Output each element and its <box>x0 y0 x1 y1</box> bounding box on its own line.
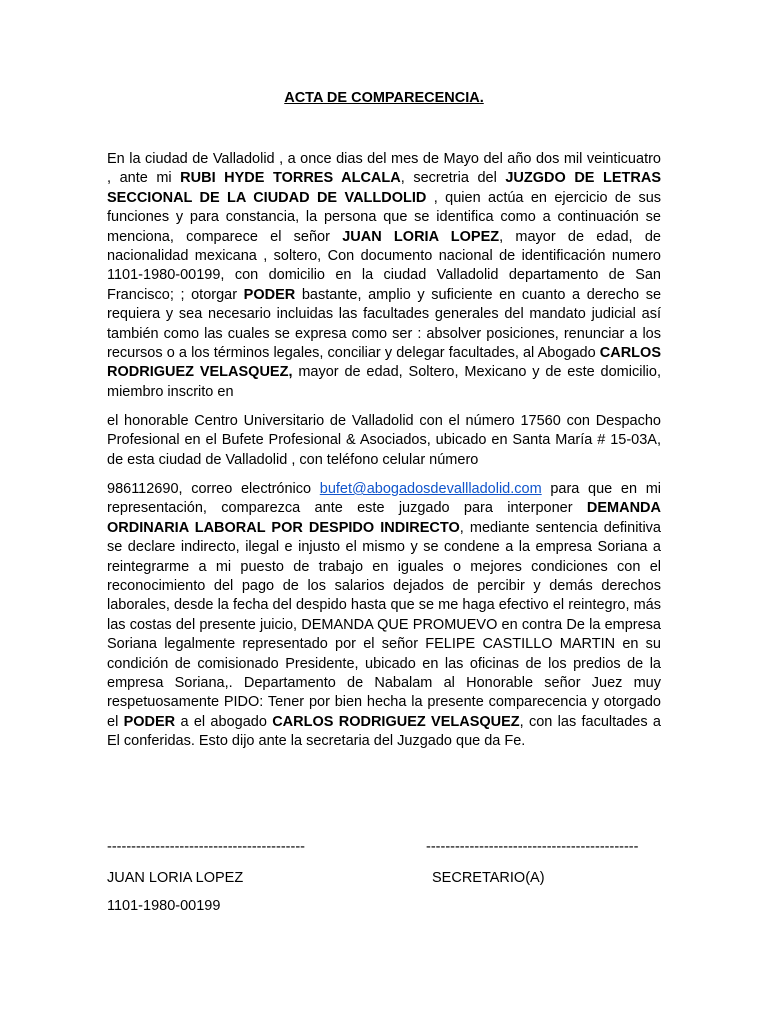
document-title: ACTA DE COMPARECENCIA. <box>284 90 484 106</box>
text-run: para que en mi representación, comparezca ante este juzgado para interponer <box>107 481 661 517</box>
text-run: , con las facultades a El conferidas. Esto dijo ante la secretaria del Juzgado que da Fe. <box>107 713 661 750</box>
bold-text: RUBI HYDE TORRES ALCALA <box>180 170 401 187</box>
secretary-label: SECRETARIO(A) <box>432 870 545 886</box>
bold-text: JUZGDO DE LETRAS SECCIONAL DE LA CIUDAD DE VALLDOLID <box>107 170 662 206</box>
text-run: mayor de edad, Soltero, Mexicano y de este domicilio, miembro inscrito en <box>107 364 661 400</box>
text-run: bastante, amplio y suficiente en cuanto a derecho se requiera y sea necesario incluidas las facultades generales del mandato judicial así también como las cuales se expresa como ser : absolver posiciones, renunciar a los recursos o a los términos legales, conciliar y delegar facultades, al Abogado <box>107 286 662 362</box>
text-run: , quien actúa en ejercicio de sus funciones y para constancia, la persona que se identifica como a continuación se menciona, comparece el señor <box>107 189 662 245</box>
signature-line-right: -------------------------------------------- <box>426 839 639 855</box>
text-run: En la ciudad de Valladolid , a once dias del mes de Mayo del año dos mil veinticuatro , ante mi <box>107 151 661 187</box>
text-run: el honorable Centro Universitario de Valladolid con el número 17560 con Despacho Profesional en el Bufete Profesional & Asociados, ubicado en Santa María # 15-03A, de esta ciudad de Valladolid , con teléfono celular número <box>107 413 661 468</box>
signer-id-number: 1101-1980-00199 <box>107 898 221 914</box>
paragraph-registration <box>107 412 661 470</box>
email-link[interactable]: bufet@abogadosdevallladolid.com <box>319 481 542 497</box>
bold-text: DEMANDA ORDINARIA LABORAL POR DESPIDO INDIRECTO <box>107 500 661 536</box>
bold-text: JUAN LORIA LOPEZ <box>342 228 500 245</box>
text-run: 986112690, correo electrónico <box>107 481 320 497</box>
bold-text: CARLOS RODRIGUEZ VELASQUEZ <box>272 713 520 730</box>
text-run: , mediante sentencia definitiva se declare indirecto, ilegal e injusto el mismo y se condene a la empresa Soriana a reintegrarme a mi puesto de trabajo en iguales o mejores condiciones con el reconocimiento del pago de los salarios dejados de percibir y demás derechos laborales, desde la fecha del despido hasta que se me haga efectivo el reintegro, más las costas del presente juicio, DEMANDA QUE PROMUEVO en contra De la empresa Soriana legalmente representado por el señor FELIPE CASTILLO MARTIN en su condición de comisionado Presidente, ubicado en las oficinas de los predios de la empresa Soriana,. Departamento de Nabalam al Honorable señor Juez muy respetuosamente PIDO: Tener por bien hecha la presente comparecencia y otorgado el <box>107 519 661 730</box>
bold-text: PODER <box>243 286 296 303</box>
signer-name: JUAN LORIA LOPEZ <box>107 870 244 886</box>
bold-text: PODER <box>123 713 176 730</box>
paragraph-appearance <box>107 150 661 402</box>
text-run: a el abogado <box>175 713 273 730</box>
text-run: , mayor de edad, de nacionalidad mexicana , soltero, Con documento nacional de identificación numero 1101-1980-00199, con domicilio en la ciudad Valladolid departamento de San Francisco; ; otorgar <box>107 228 661 303</box>
bold-text: CARLOS RODRIGUEZ VELASQUEZ, <box>107 345 661 381</box>
signature-line-left: ----------------------------------------- <box>107 839 305 855</box>
text-run: , secretria del <box>400 170 506 187</box>
paragraph-demand <box>107 480 661 752</box>
